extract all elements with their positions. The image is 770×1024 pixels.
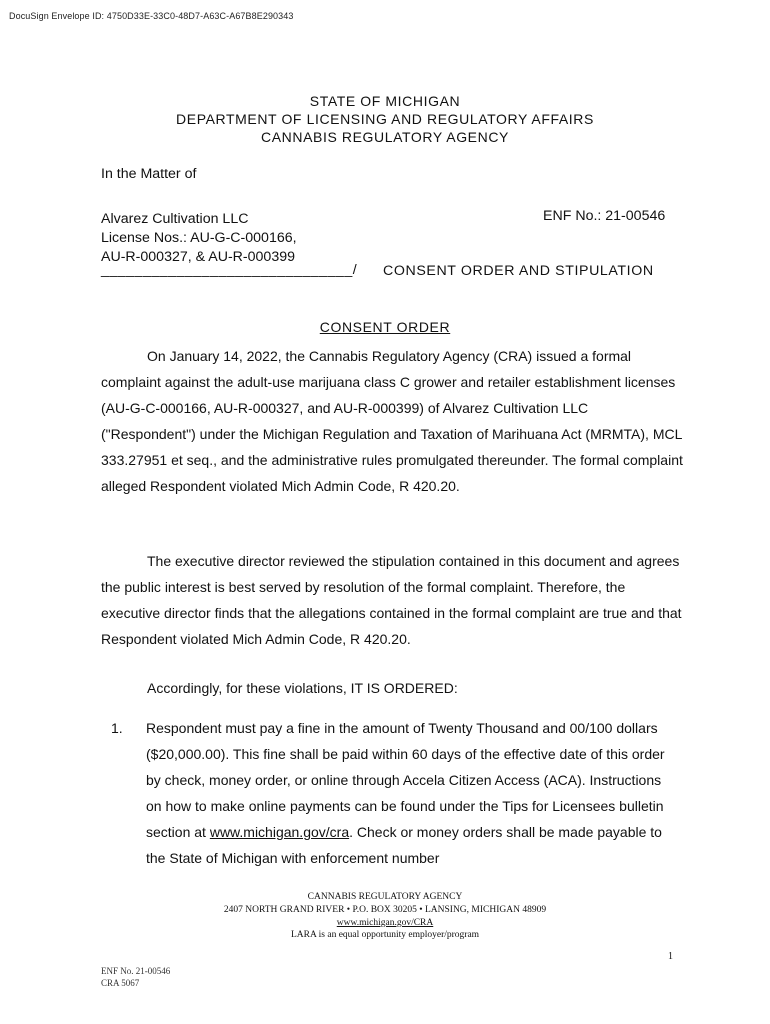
footer-address: 2407 NORTH GRAND RIVER • P.O. BOX 30205 • LANSING, MICHIGAN 48909: [223, 905, 547, 915]
footer-website[interactable]: www.michigan.gov/CRA: [336, 918, 434, 928]
footer-form-reference: CRA 5067: [101, 978, 140, 988]
respondent-name: Alvarez Cultivation LLC: [101, 211, 249, 227]
header-state: STATE OF MICHIGAN: [309, 93, 461, 109]
paragraph-complaint: On January 14, 2022, the Cannabis Regulatory Agency (CRA) issued a formal complaint against the adult-use marijuana class C grower and retailer establishment licenses (AU-G-C-000166, AU-R-000327, and AU-R-000399) of Alvarez Cultivation LLC ("Respondent") under the Michigan Regulation and Taxation of Marihuana Act (MRMTA), MCL 333.27951 et seq., and the administrative rules promulgated thereunder. The formal complaint alleged Respondent violated Mich Admin Code, R 420.20.: [101, 348, 683, 494]
paragraph-ordered: Accordingly, for these violations, IT IS ORDERED:: [147, 680, 458, 696]
in-the-matter-of: In the Matter of: [101, 166, 197, 182]
docusign-envelope-id: DocuSign Envelope ID: 4750D33E-33C0-48D7-A63C-A67B8E290343: [9, 11, 294, 21]
footer-enf-reference: ENF No. 21-00546: [101, 966, 171, 976]
page-number: 1: [668, 951, 673, 962]
header-agency: CANNABIS REGULATORY AGENCY: [261, 129, 509, 145]
header-department: DEPARTMENT OF LICENSING AND REGULATORY AFFAIRS: [176, 111, 594, 127]
license-numbers-line2: AU-R-000327, & AU-R-000399: [101, 249, 295, 265]
footer-equal-opportunity: LARA is an equal opportunity employer/program: [290, 930, 480, 940]
section-title: CONSENT ORDER: [319, 319, 451, 335]
enf-number: ENF No.: 21-00546: [543, 208, 666, 224]
order-item-1: [146, 715, 674, 871]
order-item-number: 1.: [111, 720, 123, 736]
footer-agency: CANNABIS REGULATORY AGENCY: [307, 892, 463, 902]
document-title: CONSENT ORDER AND STIPULATION: [383, 263, 654, 279]
order-item-1-text-end: . Check or money orders shall be made payable to the State of Michigan with enforcement number: [146, 824, 662, 866]
paragraph-findings: The executive director reviewed the stipulation contained in this document and agrees the public interest is best served by resolution of the formal complaint. Therefore, the executive director finds that the allegations contained in the formal complaint are true and that Respondent violated Mich Admin Code, R 420.20.: [101, 553, 682, 647]
caption-divider: ______________________________/: [101, 262, 358, 278]
license-numbers-line1: License Nos.: AU-G-C-000166,: [101, 230, 297, 246]
order-item-1-text: Respondent must pay a fine in the amount of Twenty Thousand and 00/100 dollars ($20,000.00). This fine shall be paid within 60 days of the effective date of this order by check, money order, or online through Accela Citizen Access (ACA). Instructions on how to make online payments can be found under the Tips for Licensees bulletin section at: [146, 720, 665, 840]
cra-website-link[interactable]: www.michigan.gov/cra: [209, 824, 350, 840]
